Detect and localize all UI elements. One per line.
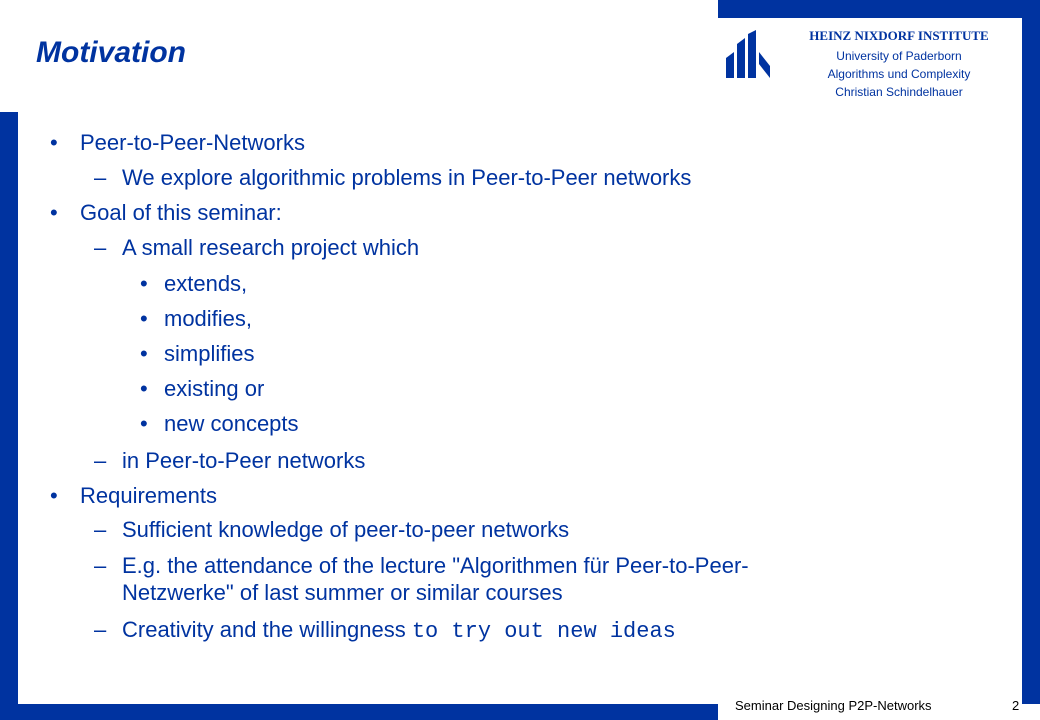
bullet-marker: • (140, 271, 148, 296)
bullet-marker: – (94, 553, 107, 578)
bullet-text: Requirements (80, 483, 217, 508)
bullet-marker: • (50, 130, 58, 155)
slide-title: Motivation (36, 36, 186, 69)
bullet-text: existing or (164, 376, 265, 401)
author-name: Christian Schindelhauer (835, 84, 963, 99)
footer-title: Seminar Designing P2P-Networks (735, 698, 932, 713)
header-strip (718, 0, 1022, 18)
institute-name: HEINZ NIXDORF INSTITUTE (809, 28, 989, 43)
bullet-text: Sufficient knowledge of peer-to-peer networks (122, 517, 570, 542)
bullet-marker: • (50, 200, 58, 225)
bullet-text: extends, (164, 271, 248, 296)
bullet-text: modifies, (164, 306, 253, 331)
bullet-marker: – (94, 165, 107, 190)
bullet-text: Goal of this seminar: (80, 200, 282, 225)
bullet-text: Creativity and the willingness (122, 617, 412, 642)
bullet-marker: – (94, 617, 107, 642)
bullet-text: A small research project which (122, 235, 420, 260)
bullet-marker: • (140, 306, 148, 331)
page-number: 2 (1012, 698, 1020, 713)
bullet-text: E.g. the attendance of the lecture "Algorithmen für Peer-to-Peer- (122, 553, 749, 578)
bullet-text-monospace: to try out new ideas (411, 619, 676, 644)
bullet-marker: • (50, 483, 58, 508)
bullet-text: We explore algorithmic problems in Peer-to-Peer networks (122, 165, 692, 190)
university-name: University of Paderborn (836, 48, 962, 63)
institute-header (776, 26, 1022, 101)
bullet-text: new concepts (164, 411, 299, 436)
bullet-marker: • (140, 411, 148, 436)
bullet-text-mixed (122, 617, 676, 645)
bullet-marker: – (94, 517, 107, 542)
bullet-text: Peer-to-Peer-Networks (80, 130, 305, 155)
bullet-text: in Peer-to-Peer networks (122, 448, 366, 473)
group-name: Algorithms und Complexity (827, 66, 971, 81)
bullet-marker: – (94, 448, 107, 473)
university-logo-icon (726, 30, 770, 80)
bullet-marker: – (94, 235, 107, 260)
bullet-marker: • (140, 341, 148, 366)
bullet-text: simplifies (164, 341, 255, 366)
bullet-text-continuation: Netzwerke" of last summer or similar courses (122, 580, 563, 605)
bullet-marker: • (140, 376, 148, 401)
